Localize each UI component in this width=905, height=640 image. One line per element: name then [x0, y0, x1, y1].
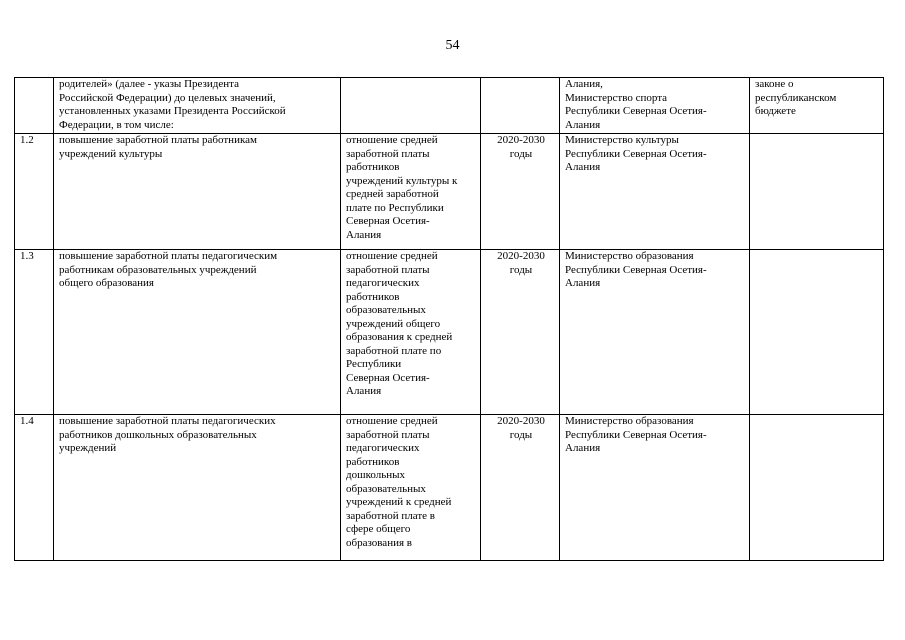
- cell-indicator: отношение средней заработной платы педагогических работников образовательных учреждений общего образования к средней заработной плате по Республики Северная Осетия- Алания: [341, 250, 481, 415]
- cell-number: 1.3: [15, 250, 54, 415]
- table-row-continuation: [15, 78, 884, 134]
- cell-term: [481, 78, 560, 134]
- cell-task: повышение заработной платы педагогических работников дошкольных образовательных учреждений: [54, 415, 341, 561]
- cell-responsible: Министерство культуры Республики Северная Осетия- Алания: [560, 134, 750, 250]
- cell-responsible: Министерство образования Республики Северная Осетия- Алания: [560, 415, 750, 561]
- cell-task: повышение заработной платы педагогическим работникам образовательных учреждений общего образования: [54, 250, 341, 415]
- table-row-1-4: [15, 415, 884, 561]
- table-row-1-3: [15, 250, 884, 415]
- cell-number: 1.4: [15, 415, 54, 561]
- cell-indicator: [341, 78, 481, 134]
- measures-table: [14, 77, 884, 561]
- cell-note: законе о республиканском бюджете: [750, 78, 884, 134]
- cell-number: 1.2: [15, 134, 54, 250]
- cell-note: [750, 250, 884, 415]
- cell-indicator: отношение средней заработной платы педагогических работников дошкольных образовательных учреждений к средней заработной плате в сфере общего образования в: [341, 415, 481, 561]
- cell-task: родителей» (далее - указы Президента Российской Федерации) до целевых значений, установленных указами Президента Российской Федерации, в том числе:: [54, 78, 341, 134]
- cell-number: [15, 78, 54, 134]
- cell-task: повышение заработной платы работникам учреждений культуры: [54, 134, 341, 250]
- cell-note: [750, 134, 884, 250]
- cell-responsible: Министерство образования Республики Северная Осетия- Алания: [560, 250, 750, 415]
- cell-note: [750, 415, 884, 561]
- cell-indicator: отношение средней заработной платы работников учреждений культуры к средней заработной плате по Республики Северная Осетия- Алания: [341, 134, 481, 250]
- cell-term: 2020-2030 годы: [481, 134, 560, 250]
- table-row-1-2: [15, 134, 884, 250]
- cell-term: 2020-2030 годы: [481, 250, 560, 415]
- cell-responsible: Алания, Министерство спорта Республики Северная Осетия- Алания: [560, 78, 750, 134]
- cell-term: 2020-2030 годы: [481, 415, 560, 561]
- page-number: 54: [445, 38, 460, 53]
